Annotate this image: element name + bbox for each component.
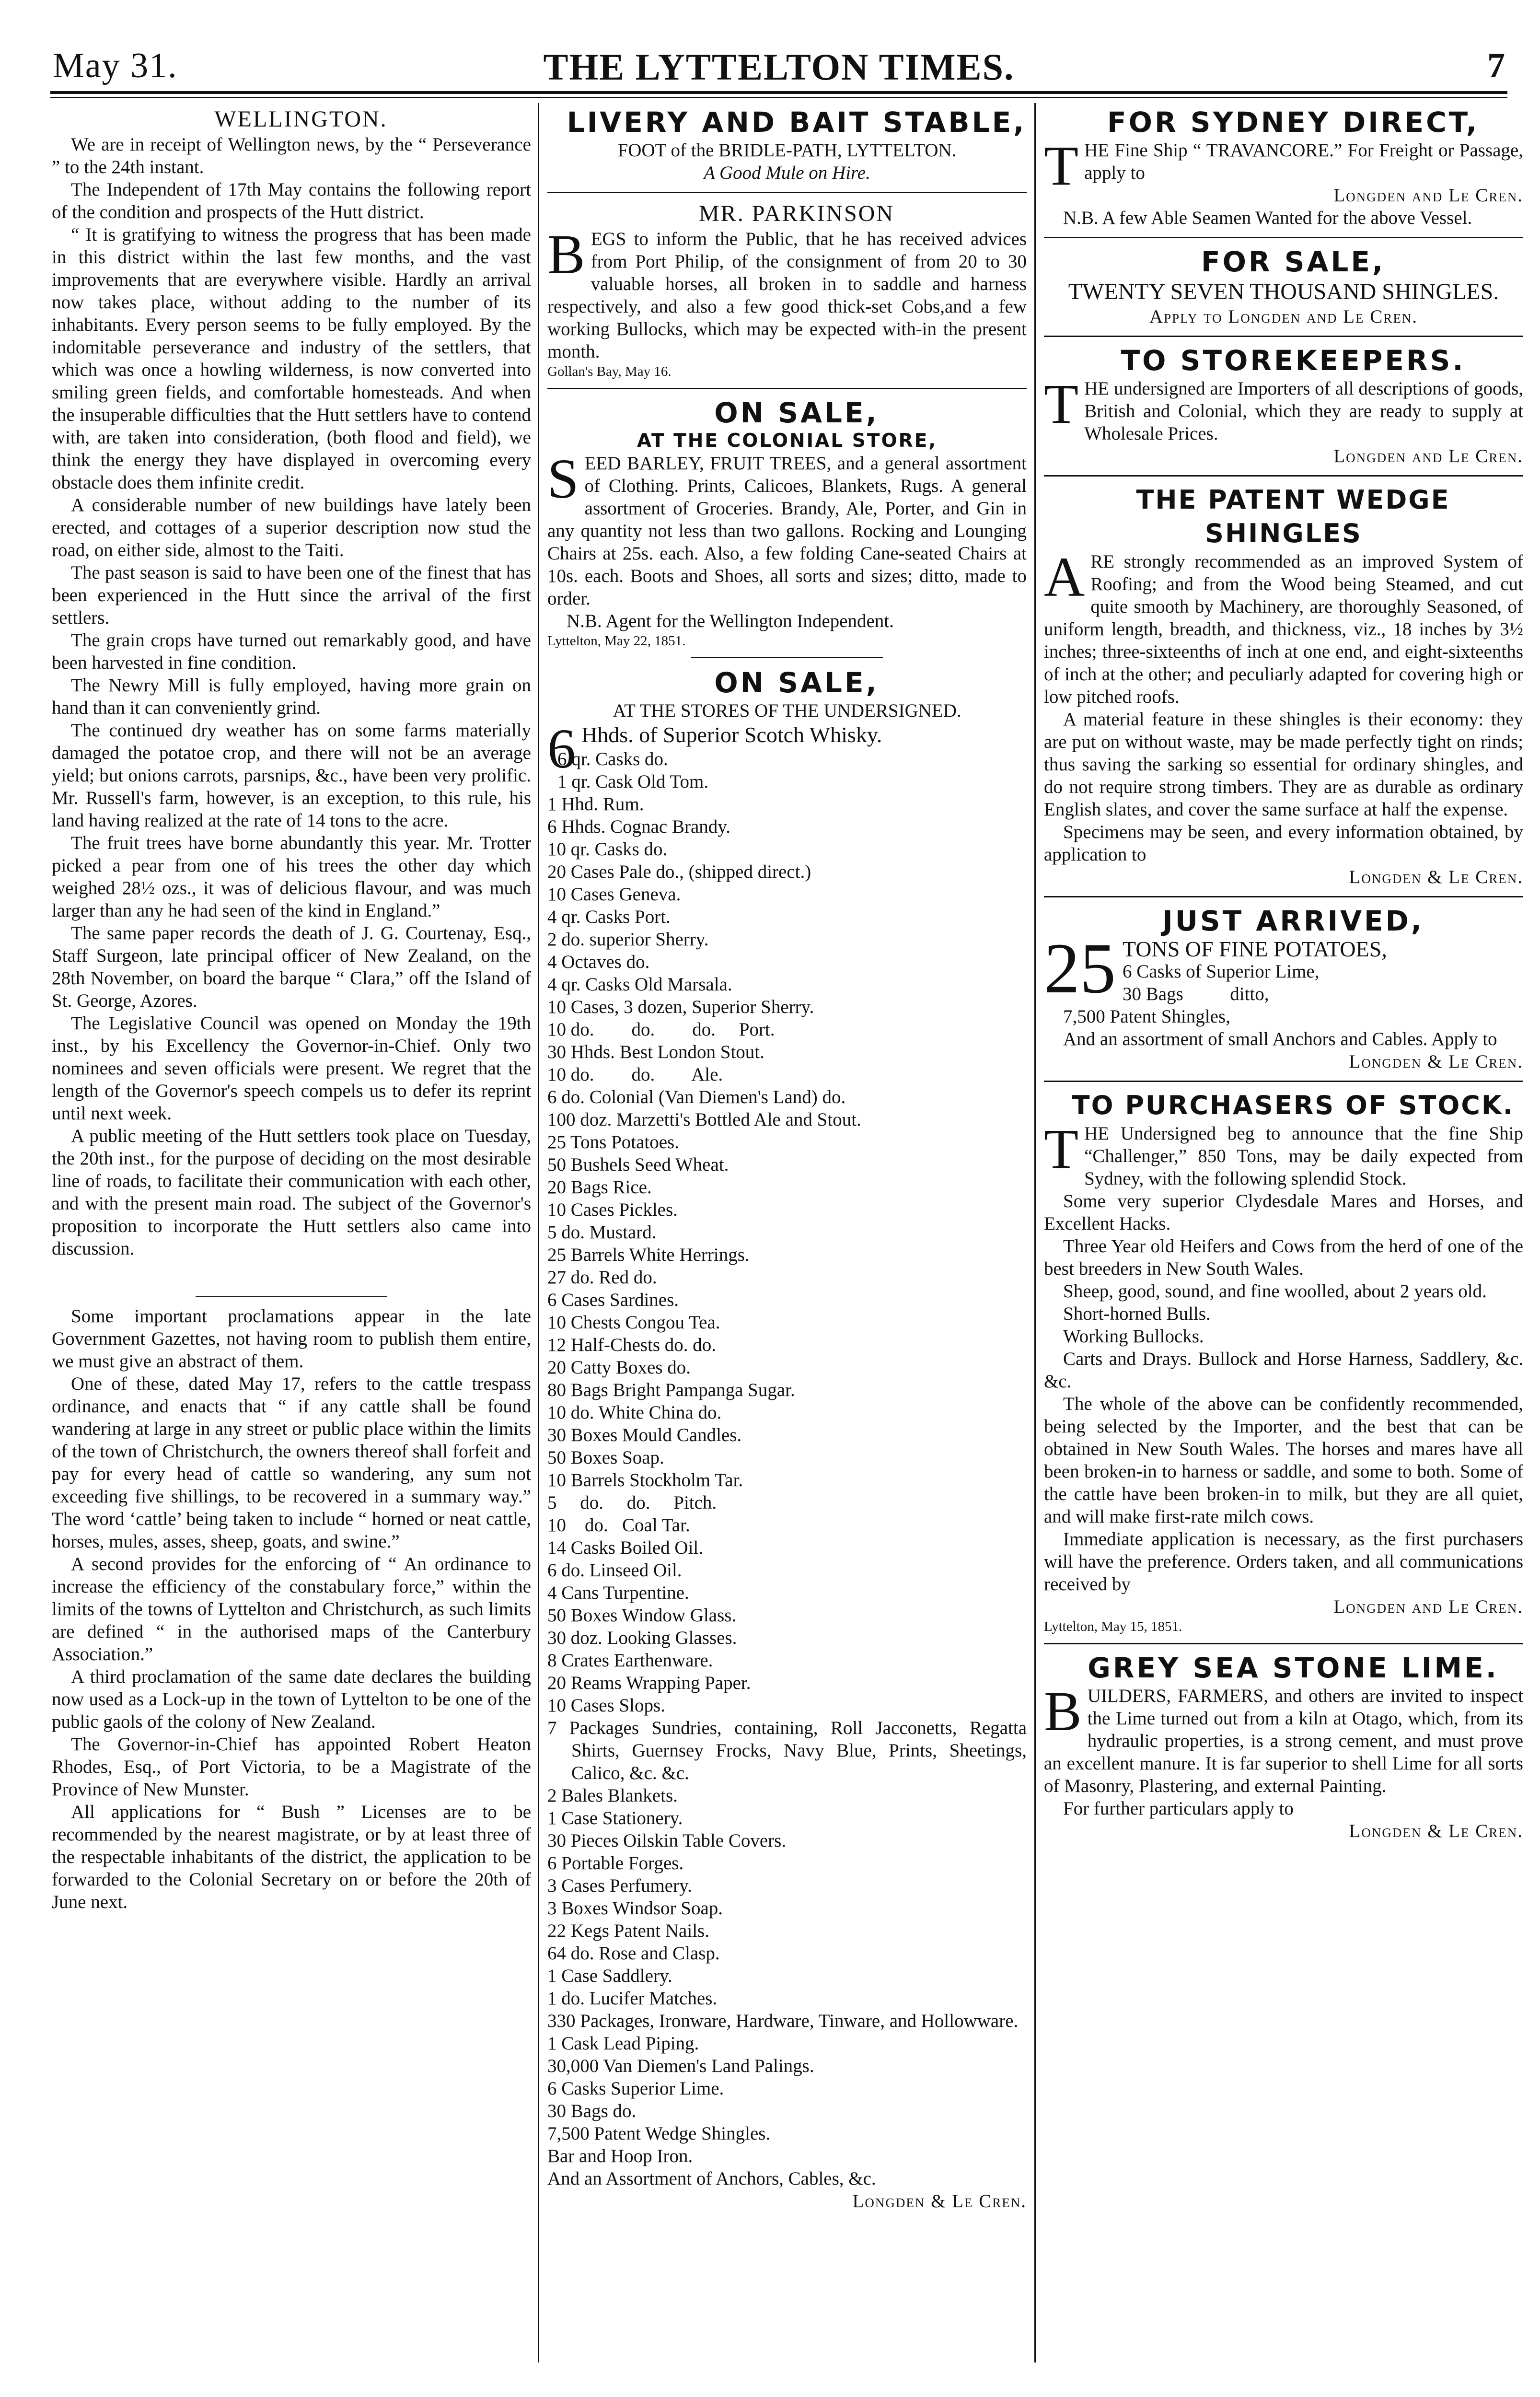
stores-list-item: 6 do. Colonial (Van Diemen's Land) do.	[547, 1087, 846, 1107]
ad-divider	[1044, 896, 1523, 897]
paragraph: Sheep, good, sound, and fine woolled, about 2 years old.	[1063, 1281, 1487, 1302]
stores-list-item: 1 qr. Cask Old Tom.	[557, 771, 709, 792]
stores-list-item: 14 Casks Boiled Oil.	[547, 1537, 704, 1558]
ad-line: 30 Bags ditto,	[1123, 984, 1269, 1004]
stores-list-item: 12 Half-Chests do. do.	[547, 1335, 717, 1355]
stores-list-item: 10 Cases Pickles.	[547, 1199, 678, 1220]
drop-cap: T	[1044, 372, 1079, 435]
drop-cap: T	[1044, 134, 1079, 197]
ad-first-line: 6 Hhds. of Superior Scotch Whisky.	[547, 717, 882, 780]
paragraph: “ It is gratifying to witness the progress that has been made in this district within the last few months, and the vast improvements that are everywhere visible. Hardly an arrival now takes place, without adding to the number of its inhabitants. Every person seems to be fully employed. By the indomitable perseverance and industry of the settlers, that which was once a howling wilderness, is now converted into smiling green fields, and comfortable homesteads. And when the insuperable difficulties that the Hutt settlers have to contend with, are taken into consideration, (both flood and field), we think the energy they have displayed in overcoming every obstacle does them infinite credit.	[52, 224, 531, 493]
ad-body: TWENTY SEVEN THOUSAND SHINGLES.	[1068, 279, 1499, 304]
stores-list-item: 10 do. do. do. Port.	[547, 1019, 775, 1040]
stores-list-item: 80 Bags Bright Pampanga Sugar.	[547, 1380, 795, 1400]
stores-list-item: 6 Hhds. Cognac Brandy.	[547, 816, 731, 837]
stores-list-item: 10 Cases Slops.	[547, 1695, 665, 1716]
stores-list-item: 50 Boxes Window Glass.	[547, 1605, 737, 1626]
stores-list-item: 6 do. Linseed Oil.	[547, 1560, 682, 1581]
ad-tagline: A Good Mule on Hire.	[704, 163, 870, 183]
stores-list-item: 10 do. do. Ale.	[547, 1064, 723, 1085]
drop-cap: 25	[1044, 929, 1116, 1008]
paragraph: The whole of the above can be confidently recommended, being selected by the Importer, and the best that can be obtained in New South Wales. The horses and mares have all been broken-in to harness or saddle, and some to both. Some of the cattle have been broken-in to milk, but they are all quiet, and will make first-rate milch cows.	[1044, 1394, 1523, 1527]
paragraph: The grain crops have turned out remarkably good, and have been harvested in fine condition.	[52, 630, 531, 673]
stores-list-item: 10 Cases, 3 dozen, Superior Sherry.	[547, 997, 814, 1017]
paragraph: Some important proclamations appear in the late Government Gazettes, not having room to publish them entire, we must give an abstract of them.	[52, 1306, 531, 1372]
paragraph: A considerable number of new buildings have lately been erected, and cottages of a superior description now stud the road, on either side, almost to the Taiti.	[52, 495, 531, 560]
paragraph: A third proclamation of the same date declares the building now used as a Lock-up in the town of Lyttelton to be one of the public gaols of the colony of New Zealand.	[52, 1666, 531, 1732]
ad-heading-storekeepers: TO STOREKEEPERS.	[1121, 344, 1466, 377]
stores-list-item: 4 qr. Casks Old Marsala.	[547, 974, 732, 995]
stores-list-item: 10 qr. Casks do.	[547, 839, 668, 860]
ad-heading-just-arrived: JUST ARRIVED,	[1162, 905, 1424, 937]
column-divider	[1034, 103, 1036, 2362]
ad-signature: Gollan's Bay, May 16.	[547, 364, 672, 379]
stores-list-item: 10 Barrels Stockholm Tar.	[547, 1470, 743, 1490]
ad-body: BUILDERS, FARMERS, and others are invited to inspect the Lime turned out from a kiln at Otago, which, from its hydraulic properties, is a strong cement, and must prove an excellent manure. It is far superior to shell Lime for all sorts of Masonry, Plastering, and external Painting.	[1044, 1680, 1523, 1796]
paragraph: Immediate application is necessary, as the first purchasers will have the preference. Orders taken, and all communications received by	[1044, 1529, 1523, 1594]
paragraph: The same paper records the death of J. G. Courtenay, Esq., Staff Surgeon, late principal officer of New Zealand, on the 28th November, on board the barque “ Clara,” off the Island of St. George, Azores.	[52, 923, 531, 1011]
issue-date: May 31.	[53, 46, 178, 85]
stores-list-item: 10 do. White China do.	[547, 1402, 722, 1423]
ad-signature: Longden and Le Cren.	[1333, 185, 1523, 206]
ad-heading-for-sale: FOR SALE,	[1201, 245, 1386, 278]
paragraph: The fruit trees have borne abundantly this year. Mr. Trotter picked a pear from one of his trees the other day which weighed 28½ ozs., it was of delicious flavour, and was much larger than any he had seen of the kind in England.”	[52, 833, 531, 921]
drop-cap: 6	[547, 717, 576, 780]
article-heading: WELLINGTON.	[214, 106, 388, 132]
ad-body: SEED BARLEY, FRUIT TREES, and a general assortment of Clothing. Prints, Calicoes, Blankets, Rugs. A general assortment of Groceries. Brandy, Ale, Porter, and Gin in any quantity not less than two gallons. Rocking and Lounging Chairs at 25s. each. Also, a few folding Cane-seated Chairs at 10s. each. Boots and Shoes, all sorts and sizes; ditto, made to order.	[547, 447, 1027, 609]
stores-list-item: 10 Cases Geneva.	[547, 884, 681, 905]
stores-list-item: 330 Packages, Ironware, Hardware, Tinware, and Hollowware.	[547, 2011, 1019, 2031]
ad-line: 6 Casks of Superior Lime,	[1123, 961, 1320, 982]
stores-list-item: 50 Boxes Soap.	[547, 1447, 664, 1468]
ad-date: Lyttelton, May 22, 1851.	[547, 633, 686, 649]
page-number: 7	[1487, 46, 1505, 85]
ad-signature: Longden & Le Cren.	[1349, 867, 1523, 887]
ad-heading-stores: ON SALE,	[714, 666, 879, 699]
stores-list-item: 6 Portable Forges.	[547, 1853, 684, 1873]
ad-body: BEGS to inform the Public, that he has received advices from Port Philip, of the consignment of from 20 to 30 valuable horses, all broken in to saddle and harness respectively, and also a few good thick-set Cobs,and a few working Bullocks, which may be expected with-in the present month.	[547, 223, 1027, 362]
stores-list-item: 30 Boxes Mould Candles.	[547, 1425, 742, 1445]
stores-list-item: 1 do. Lucifer Matches.	[547, 1988, 718, 2009]
ad-body: THE Undersigned beg to announce that the fine Ship “Challenger,” 850 Tons, may be daily expected from Sydney, with the following splendid Stock.	[1044, 1117, 1523, 1189]
stores-list-item: 6 Casks Superior Lime.	[547, 2078, 724, 2099]
column-advertisements-middle	[547, 105, 1031, 2358]
stores-list-item: 30 Bags do.	[547, 2101, 637, 2121]
stores-list-item: 25 Barrels White Herrings.	[547, 1245, 750, 1265]
stores-list-item: 5 do. Mustard.	[547, 1222, 657, 1243]
stores-list-item: 30 Hhds. Best London Stout.	[547, 1042, 764, 1062]
ad-signature: Longden and Le Cren.	[1333, 446, 1523, 466]
ad-body	[1044, 929, 1523, 1008]
stores-list-item: 30 Pieces Oilskin Table Covers.	[547, 1830, 787, 1851]
ad-body: THE undersigned are Importers of all descriptions of goods, British and Colonial, which they are ready to supply at Wholesale Prices.	[1044, 372, 1523, 444]
stores-list-item: 20 Catty Boxes do.	[547, 1357, 691, 1378]
ad-divider	[547, 388, 1027, 389]
column-divider	[538, 103, 539, 2362]
stores-list-item: 6 qr. Casks do.	[557, 749, 668, 769]
ad-line: TONS OF FINE POTATOES,	[1123, 937, 1387, 961]
stores-list-item: 22 Kegs Patent Nails.	[547, 1920, 709, 1941]
stores-list-item: 5 do. do. Pitch.	[547, 1492, 717, 1513]
stores-list-item: 20 Cases Pale do., (shipped direct.)	[547, 861, 811, 882]
stores-list-item: 64 do. Rose and Clasp.	[547, 1943, 720, 1964]
ad-line: 7,500 Patent Shingles,	[1063, 1006, 1230, 1027]
stores-list-item: 1 Cask Lead Piping.	[547, 2033, 699, 2054]
stores-list-item: Bar and Hoop Iron.	[547, 2146, 693, 2166]
ad-signature: Longden & Le Cren.	[1349, 1821, 1523, 1841]
ad-heading-purchasers-of-stock: TO PURCHASERS OF STOCK.	[1072, 1090, 1515, 1120]
ad-line: And an assortment of small Anchors and Cables. Apply to	[1063, 1029, 1497, 1049]
stores-list-item: And an Assortment of Anchors, Cables, &c.	[547, 2168, 876, 2189]
stores-list-item: 1 Case Stationery.	[547, 1808, 683, 1828]
ad-signature: Longden & Le Cren.	[852, 2191, 1027, 2211]
stores-list-item: 7 Packages Sundries, containing, Roll Jacconetts, Regatta Shirts, Guernsey Frocks, Navy Blue, Prints, Sheetings, Calico, &c. &c.	[547, 1718, 1031, 1783]
ad-note: N.B. Agent for the Wellington Independent.	[567, 611, 894, 631]
stores-list-item: 4 Cans Turpentine.	[547, 1582, 689, 1603]
ad-divider	[1044, 1081, 1523, 1082]
masthead-rule	[50, 91, 1507, 94]
stores-list-item: 1 Case Saddlery.	[547, 1966, 672, 1986]
paragraph: For further particulars apply to	[1063, 1798, 1294, 1819]
paragraph: We are in receipt of Wellington news, by the “ Perseverance ” to the 24th instant.	[52, 134, 531, 177]
drop-cap: S	[547, 447, 579, 510]
ad-date: Lyttelton, May 15, 1851.	[1044, 1619, 1182, 1634]
stores-list-item: 30 doz. Looking Glasses.	[547, 1628, 737, 1648]
stores-list-item: 10 do. Coal Tar.	[547, 1515, 690, 1536]
stores-list-item: 10 Chests Congou Tea.	[547, 1312, 720, 1333]
paragraph: The Independent of 17th May contains the following report of the condition and prospects of the Hutt district.	[52, 179, 531, 222]
drop-cap: B	[547, 223, 585, 286]
ad-body: ARE strongly recommended as an improved System of Roofing; and from the Wood being Steamed, and cut quite smooth by Machinery, are thoroughly Seasoned, of uniform length, breadth, and thickness, viz., 18 inches by 3½ inches; three-sixteenths of inch at one end, and eight-sixteenths of inch at the other; and peculiarly adapted for covering high or low pitched roofs.	[1044, 546, 1523, 707]
paragraph: All applications for “ Bush ” Licenses are to be recommended by the nearest magistrate, or by at least three of the respectable inhabitants of the district, the application to be forwarded to the Colonial Secretary on or before the 20th of June next.	[52, 1802, 531, 1912]
stores-item-list	[547, 748, 1031, 2190]
paragraph: A public meeting of the Hutt settlers took place on Tuesday, the 20th inst., for the purpose of deciding on the most desirable line of roads, to facilitate their communication with each other, and with the present main road. The subject of the Governor's proposition to incorporate the Hutt settlers also came into discussion.	[52, 1126, 531, 1259]
stores-list-item: 2 do. superior Sherry.	[547, 929, 709, 950]
stores-list-item: 2 Bales Blankets.	[547, 1785, 678, 1806]
column-advertisements-right	[1044, 105, 1523, 2358]
paragraph: Carts and Drays. Bullock and Horse Harness, Saddlery, &c. &c.	[1044, 1349, 1523, 1392]
paragraph: A material feature in these shingles is their economy: they are put on without waste, may be made perfectly tight on rinds; thus saving the sarking so essential for ordinary shingles, and do not require strong timbers. They are as durable as ordinary English slates, and cover the same surface at half the expense.	[1044, 709, 1523, 820]
stores-list-item: 1 Hhd. Rum.	[547, 794, 644, 815]
ad-body: THE Fine Ship “ TRAVANCORE.” For Freight or Passage, apply to	[1044, 134, 1523, 197]
column-news	[52, 105, 531, 2358]
ad-subheading: AT THE COLONIAL STORE,	[637, 430, 938, 452]
newspaper-title: THE LYTTELTON TIMES.	[543, 46, 1015, 88]
ad-signature: Longden and Le Cren.	[1333, 1596, 1523, 1617]
paragraph: One of these, dated May 17, refers to the cattle trespass ordinance, and enacts that “ if any cattle shall be found wandering at large in any street or public place within the limits of the town of Christchurch, the owners thereof shall forfeit and pay for every head of cattle so wandering, any sum not exceeding five shillings, to be recovered in a summary way.” The word ‘cattle’ being taken to include “ horned or neat cattle, horses, mules, asses, sheep, goats, and swine.”	[52, 1373, 531, 1552]
ad-heading-wedge-shingles: THE PATENT WEDGE SHINGLES	[1136, 485, 1450, 548]
stores-list-item: 27 do. Red do.	[547, 1267, 657, 1288]
ad-divider	[691, 657, 883, 658]
paragraph: Some very superior Clydesdale Mares and Horses, and Excellent Hacks.	[1044, 1191, 1523, 1234]
paragraph: Specimens may be seen, and every information obtained, by application to	[1044, 822, 1523, 865]
section-divider	[196, 1296, 387, 1297]
stores-list-item: 20 Reams Wrapping Paper.	[547, 1673, 751, 1693]
ad-heading-livery: LIVERY AND BAIT STABLE,	[567, 106, 1027, 139]
ad-divider	[547, 192, 1027, 193]
ad-heading-grey-sea-stone-lime: GREY SEA STONE LIME.	[1088, 1652, 1499, 1684]
paragraph: Three Year old Heifers and Cows from the herd of one of the best breeders in New South Wales.	[1044, 1236, 1523, 1279]
stores-list-item: 3 Boxes Windsor Soap.	[547, 1898, 723, 1919]
stores-list-item: 50 Bushels Seed Wheat.	[547, 1154, 729, 1175]
paragraph: Short-horned Bulls.	[1063, 1303, 1211, 1324]
paragraph: The continued dry weather has on some farms materially damaged the potatoe crop, and there will not be an average yield; but onions carrots, parsnips, &c., have been very prolific. Mr. Russell's farm, however, is an exception, to this rule, his land having realized at the rate of 14 tons to the acre.	[52, 720, 531, 831]
ad-signature: Longden & Le Cren.	[1349, 1051, 1523, 1072]
paragraph: Working Bullocks.	[1063, 1326, 1204, 1347]
stores-list-item: 30,000 Van Diemen's Land Palings.	[547, 2056, 814, 2076]
stores-list-item: 25 Tons Potatoes.	[547, 1132, 679, 1152]
ad-divider	[1044, 1643, 1523, 1644]
paragraph: The Newry Mill is fully employed, having more grain on hand than it can conveniently grind.	[52, 675, 531, 718]
drop-cap: A	[1044, 546, 1085, 608]
paragraph: A second provides for the enforcing of “ An ordinance to increase the efficiency of the constabulary force,” within the limits of the towns of Lyttelton and Christchurch, as such limits are defined “ in the authorised maps of the Canterbury Association.”	[52, 1554, 531, 1664]
stores-list-item: 100 doz. Marzetti's Bottled Ale and Stout.	[547, 1109, 861, 1130]
masthead-rule-thin	[50, 97, 1507, 98]
ad-divider	[1044, 336, 1523, 337]
paragraph: The Governor-in-Chief has appointed Robert Heaton Rhodes, Esq., of Port Victoria, to be a Magistrate of the Province of New Munster.	[52, 1734, 531, 1800]
drop-cap: B	[1044, 1680, 1082, 1743]
stores-list-item: 4 qr. Casks Port.	[547, 907, 671, 927]
paragraph: The Legislative Council was opened on Monday the 19th inst., by his Excellency the Governor-in-Chief. Only two nominees and seven officials were present. We regret that the length of the Governor's speech compels us to defer its reprint until next week.	[52, 1013, 531, 1124]
paragraph: The past season is said to have been one of the finest that has been experienced in the Hutt since the arrival of the first settlers.	[52, 562, 531, 628]
masthead	[53, 46, 1505, 91]
ad-heading-sydney: FOR SYDNEY DIRECT,	[1107, 106, 1479, 139]
stores-list-item: 6 Cases Sardines.	[547, 1290, 679, 1310]
stores-list-item: 20 Bags Rice.	[547, 1177, 652, 1198]
ad-note: N.B. A few Able Seamen Wanted for the above Vessel.	[1063, 208, 1472, 228]
ad-subheading: AT THE STORES OF THE UNDERSIGNED.	[613, 700, 961, 721]
stores-list-item: 7,500 Patent Wedge Shingles.	[547, 2123, 771, 2144]
stores-list-item: 4 Octaves do.	[547, 952, 650, 972]
ad-divider	[1044, 475, 1523, 477]
ad-heading-parkinson: MR. PARKINSON	[699, 201, 894, 226]
stores-list-item: 8 Crates Earthenware.	[547, 1650, 713, 1671]
ad-subheading: FOOT of the BRIDLE-PATH, LYTTELTON.	[617, 140, 957, 161]
ad-heading-colonial-store: ON SALE,	[714, 396, 879, 429]
stores-list-item: 3 Cases Perfumery.	[547, 1875, 692, 1896]
ad-apply: Apply to Longden and Le Cren.	[1149, 306, 1418, 327]
drop-cap: T	[1044, 1117, 1079, 1180]
ad-divider	[1044, 237, 1523, 238]
